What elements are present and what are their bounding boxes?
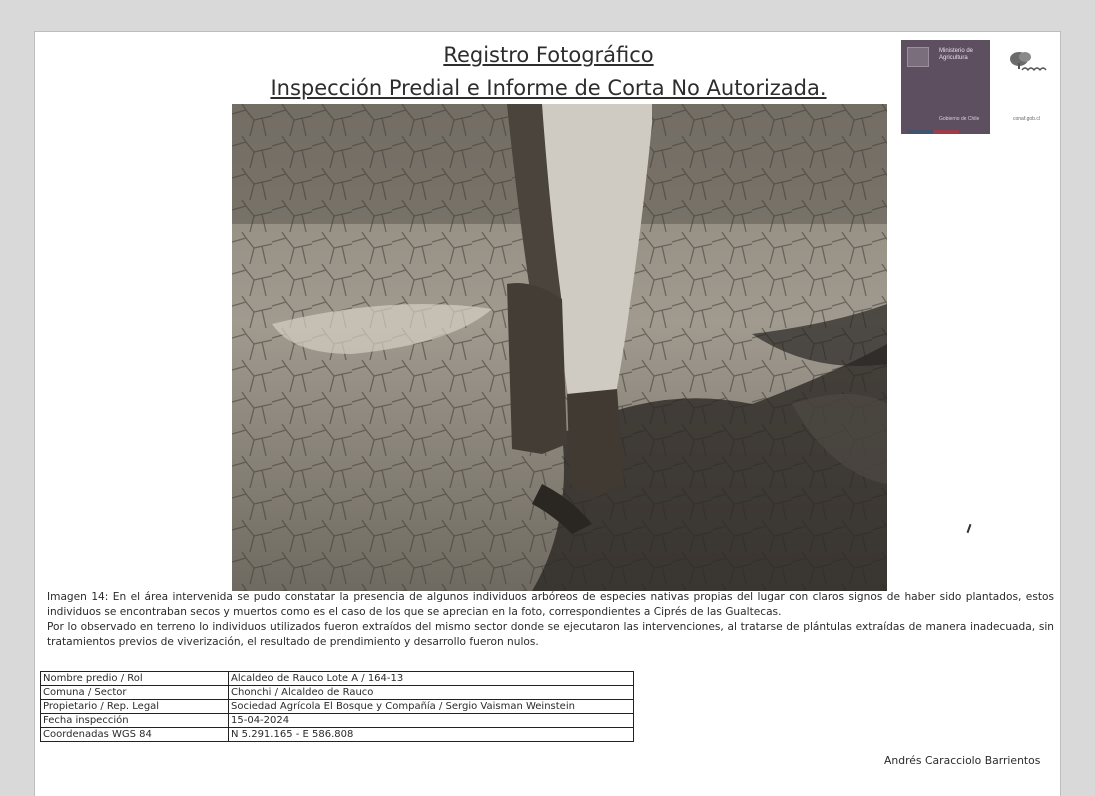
table-row [41,672,634,686]
chile-shield-icon [907,47,929,67]
ministry-logo [901,40,990,134]
page-title: Registro Fotográfico [443,43,654,67]
conaf-logo-icon [1008,50,1048,74]
ministry-logo-text: Ministerio de Agricultura [939,48,974,61]
table-value: N 5.291.165 - E 586.808 [229,728,634,742]
table-label: Fecha inspección [41,714,229,728]
document-page [34,31,1061,796]
table-value: Alcaldeo de Rauco Lote A / 164-13 [229,672,634,686]
flag-bar-red [933,130,959,134]
table-label: Nombre predio / Rol [41,672,229,686]
table-label: Propietario / Rep. Legal [41,700,229,714]
page-subtitle: Inspección Predial e Informe de Corta No Autorizada. [270,76,827,100]
ministry-logo-footer: Gobierno de Chile [939,116,980,122]
table-row [41,728,634,742]
table-label: Coordenadas WGS 84 [41,728,229,742]
table-row [41,714,634,728]
flag-bar-blue [907,130,933,134]
pen-mark [967,524,972,533]
photo-caption [47,590,1054,650]
table-value: Sociedad Agrícola El Bosque y Compañía / Sergio Vaisman Weinstein [229,700,634,714]
conaf-url: conaf.gob.cl [1013,116,1040,122]
table-value: Chonchi / Alcaldeo de Rauco [229,686,634,700]
caption-paragraph-1: Imagen 14: En el área intervenida se pudo constatar la presencia de algunos individuos arbóreos de especies nativas propias del lugar con claros signos de haber sido plantados, estos individuos se encontraban secos y muertos como es el caso de los que se aprecian en la foto, correspondientes a Ciprés de las Gualtecas. [47,591,1054,618]
inspection-photo [232,104,887,591]
signature-name: Andrés Caracciolo Barrientos [884,754,1041,767]
property-info-table [40,671,634,742]
table-value: 15-04-2024 [229,714,634,728]
caption-paragraph-2: Por lo observado en terreno lo individuos utilizados fueron extraídos del mismo sector donde se ejecutaron las intervenciones, al tratarse de plántulas extraídas de manera inadecuada, sin tratamientos previos de viverización, el resultado de prendimiento y desarrollo fueron nulos. [47,621,1054,648]
table-row [41,686,634,700]
table-row [41,700,634,714]
table-label: Comuna / Sector [41,686,229,700]
